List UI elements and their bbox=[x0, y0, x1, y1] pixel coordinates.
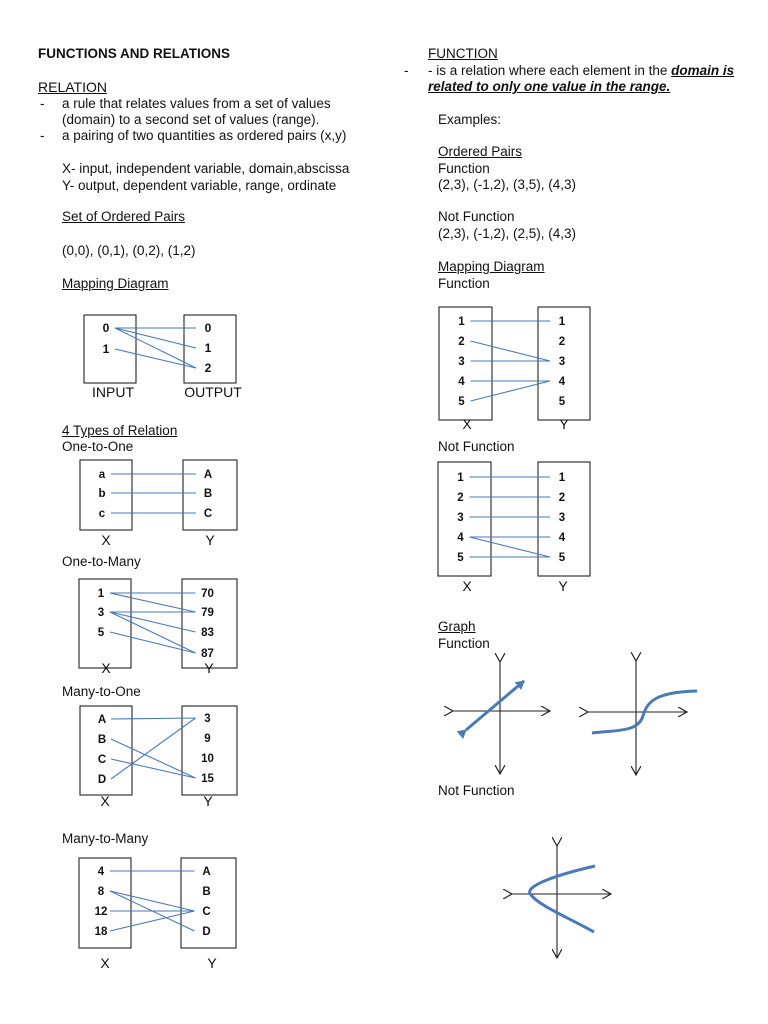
range-value: A bbox=[202, 866, 211, 878]
relation-definition-line2: (domain) to a second set of values (range). bbox=[62, 112, 320, 127]
graph-not-function bbox=[511, 845, 610, 957]
range-axis-label: Y bbox=[207, 955, 217, 971]
domain-value: 2 bbox=[457, 492, 464, 504]
range-value: C bbox=[203, 508, 213, 520]
domain-value: A bbox=[97, 714, 107, 726]
bullet-dash: - bbox=[40, 128, 45, 143]
mapping-diagram bbox=[84, 315, 242, 400]
bullet-dash: - bbox=[404, 63, 409, 78]
domain-value: b bbox=[98, 488, 106, 500]
domain-value: 1 bbox=[102, 342, 110, 356]
domain-value: 4 bbox=[457, 532, 464, 544]
relation-definition-line1: a rule that relates values from a set of values bbox=[62, 96, 331, 111]
not-function-pairs: (2,3), (-1,2), (2,5), (4,3) bbox=[438, 226, 577, 241]
domain-value: 5 bbox=[458, 396, 465, 408]
range-value: B bbox=[203, 488, 213, 500]
range-value: 3 bbox=[204, 713, 211, 725]
y-definition: Y- output, dependent variable, range, ordinate bbox=[62, 178, 337, 193]
graph-heading: Graph bbox=[438, 619, 476, 634]
range-value: 10 bbox=[201, 753, 214, 765]
function-definition-text: - is a relation where each element in the bbox=[428, 63, 672, 78]
domain-value: 4 bbox=[97, 866, 105, 878]
set-of-ordered-pairs: (0,0), (0,1), (0,2), (1,2) bbox=[62, 243, 196, 258]
domain-value: 3 bbox=[97, 607, 105, 619]
sideways-parabola-curve bbox=[530, 866, 595, 932]
range-axis-label: Y bbox=[204, 660, 214, 676]
one-to-one-label: One-to-One bbox=[62, 439, 134, 454]
mapping-diagram-heading: Mapping Diagram bbox=[62, 276, 169, 291]
domain-axis-label: X bbox=[100, 793, 110, 809]
domain-value: a bbox=[98, 469, 106, 481]
domain-value: C bbox=[97, 754, 107, 766]
function-definition-emphasis: domain is bbox=[671, 63, 735, 78]
set-of-ordered-pairs-heading: Set of Ordered Pairs bbox=[62, 209, 186, 224]
mapping-not-function-label: Not Function bbox=[438, 439, 515, 454]
graph-function-label: Function bbox=[438, 636, 490, 651]
domain-value: B bbox=[97, 734, 107, 746]
range-value: 9 bbox=[204, 733, 211, 745]
domain-value: 5 bbox=[457, 552, 464, 564]
domain-box bbox=[84, 315, 136, 383]
domain-box bbox=[79, 579, 131, 668]
graph-function-curve bbox=[587, 660, 697, 774]
range-value: 0 bbox=[204, 321, 212, 335]
range-axis-label: Y bbox=[558, 578, 568, 594]
range-value: 70 bbox=[201, 588, 214, 600]
range-value: 2 bbox=[204, 361, 212, 375]
page-title: FUNCTIONS AND RELATIONS bbox=[38, 46, 230, 61]
range-value: 4 bbox=[558, 376, 566, 388]
domain-value: 1 bbox=[97, 588, 105, 600]
range-value: 1 bbox=[558, 316, 566, 328]
range-value: 1 bbox=[558, 472, 566, 484]
domain-value: 3 bbox=[457, 512, 464, 524]
function-heading: FUNCTION bbox=[428, 46, 498, 61]
not-function-label: Not Function bbox=[438, 209, 515, 224]
x-definition: X- input, independent variable, domain,abscissa bbox=[62, 161, 350, 176]
domain-value: D bbox=[97, 774, 107, 786]
domain-value: 12 bbox=[94, 906, 108, 918]
domain-axis-label: X bbox=[462, 416, 472, 432]
relation-definition-pairs: a pairing of two quantities as ordered pairs (x,y) bbox=[62, 128, 347, 143]
range-value: 5 bbox=[558, 552, 566, 564]
range-value: 2 bbox=[558, 492, 566, 504]
many-to-many-diagram bbox=[79, 858, 236, 971]
range-value: D bbox=[202, 926, 211, 938]
range-value: 87 bbox=[201, 648, 214, 660]
domain-value: 8 bbox=[97, 886, 105, 898]
domain-value: 1 bbox=[458, 316, 465, 328]
not-function-map-diagram bbox=[438, 462, 590, 594]
function-map-diagram bbox=[439, 307, 590, 432]
domain-axis-label: INPUT bbox=[92, 384, 134, 400]
domain-box bbox=[438, 462, 491, 576]
range-value: 4 bbox=[558, 532, 566, 544]
many-to-one-diagram bbox=[80, 706, 237, 809]
range-value: 3 bbox=[558, 356, 566, 368]
range-axis-label: Y bbox=[205, 532, 215, 548]
one-to-many-diagram bbox=[79, 579, 237, 676]
range-value: 1 bbox=[204, 341, 212, 355]
range-axis-label: Y bbox=[203, 793, 213, 809]
graph-function-line bbox=[452, 661, 549, 773]
domain-value: c bbox=[98, 508, 106, 520]
domain-axis-label: X bbox=[100, 955, 110, 971]
range-value: 79 bbox=[201, 607, 214, 619]
range-value: 83 bbox=[201, 627, 214, 639]
bullet-dash: - bbox=[40, 96, 45, 111]
domain-axis-label: X bbox=[462, 578, 472, 594]
types-of-relation-heading: 4 Types of Relation bbox=[62, 423, 178, 438]
one-to-many-label: One-to-Many bbox=[62, 554, 141, 569]
range-axis-label: OUTPUT bbox=[184, 384, 242, 400]
domain-value: 18 bbox=[94, 926, 108, 938]
domain-box bbox=[80, 460, 132, 530]
many-to-many-label: Many-to-Many bbox=[62, 831, 149, 846]
range-value: 5 bbox=[558, 396, 566, 408]
range-value: B bbox=[202, 886, 211, 898]
range-value: 2 bbox=[558, 336, 566, 348]
domain-value: 1 bbox=[457, 472, 464, 484]
relation-heading: RELATION bbox=[38, 79, 107, 95]
function-definition-line2: related to only one value in the range. bbox=[428, 79, 671, 94]
domain-axis-label: X bbox=[101, 532, 111, 548]
domain-value: 5 bbox=[97, 627, 105, 639]
range-value: 3 bbox=[558, 512, 566, 524]
domain-value: 3 bbox=[458, 356, 465, 368]
domain-axis-label: X bbox=[101, 660, 111, 676]
domain-value: 4 bbox=[458, 376, 465, 388]
mapping-diagram-heading-right: Mapping Diagram bbox=[438, 259, 545, 274]
function-pairs: (2,3), (-1,2), (3,5), (4,3) bbox=[438, 177, 577, 192]
range-value: A bbox=[203, 469, 213, 481]
one-to-one-diagram bbox=[80, 460, 237, 548]
range-value: C bbox=[202, 906, 211, 918]
function-line-curve bbox=[466, 681, 524, 730]
domain-value: 0 bbox=[102, 321, 110, 335]
examples-label: Examples: bbox=[438, 112, 502, 127]
function-label: Function bbox=[438, 161, 490, 176]
range-axis-label: Y bbox=[559, 416, 569, 432]
ordered-pairs-heading: Ordered Pairs bbox=[438, 144, 523, 159]
domain-box bbox=[439, 307, 492, 420]
many-to-one-label: Many-to-One bbox=[62, 684, 141, 699]
mapping-function-label: Function bbox=[438, 276, 490, 291]
domain-value: 2 bbox=[458, 336, 465, 348]
graph-not-function-label: Not Function bbox=[438, 783, 515, 798]
range-value: 15 bbox=[201, 773, 214, 785]
